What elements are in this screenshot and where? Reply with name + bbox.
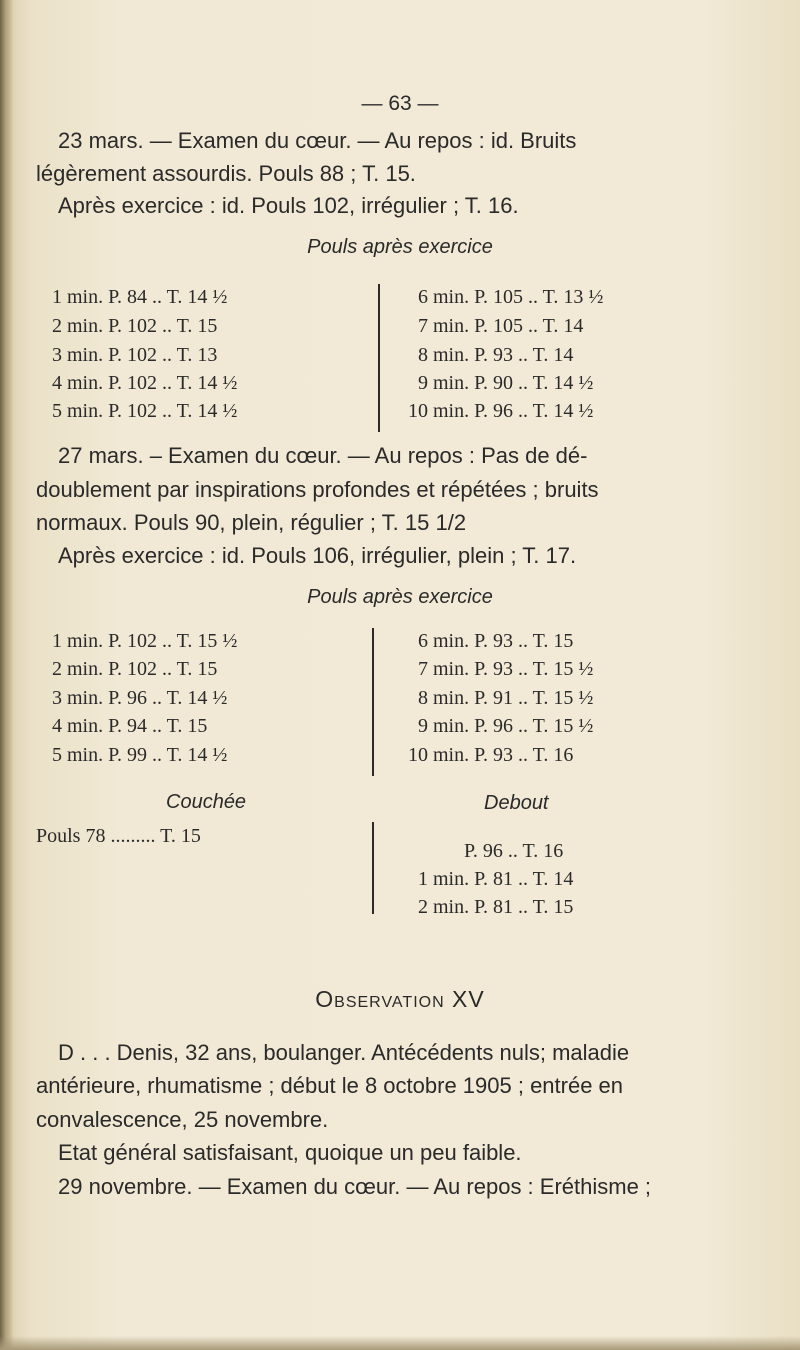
table-1-right-row: 9 min. P. 90 .. T. 14 ½ xyxy=(418,372,594,394)
entry-27-line-2: doublement par inspirations profondes et répétées ; bruits xyxy=(36,477,599,502)
table-1-left-row: 1 min. P. 84 .. T. 14 ½ xyxy=(52,286,228,308)
table-2-right-row: 8 min. P. 91 .. T. 15 ½ xyxy=(418,687,594,709)
entry-27-line-3: normaux. Pouls 90, plein, régulier ; T. 15 1/2 xyxy=(36,510,467,535)
observation-line-5: 29 novembre. — Examen du cœur. — Au repos : Eréthisme ; xyxy=(58,1174,652,1199)
table-1-title: Pouls après exercice xyxy=(307,236,493,258)
table-1-left-row: 4 min. P. 102 .. T. 14 ½ xyxy=(52,372,238,394)
page-number: — 63 — xyxy=(361,92,439,115)
observation-line-4: Etat général satisfaisant, quoique un peu faible. xyxy=(58,1140,522,1165)
debout-row: P. 96 .. T. 16 xyxy=(464,840,564,862)
table-2-left-row: 1 min. P. 102 .. T. 15 ½ xyxy=(52,630,238,652)
debout-title: Debout xyxy=(484,792,549,814)
entry-27-line-4: Après exercice : id. Pouls 106, irrégulier, plein ; T. 17. xyxy=(58,543,577,568)
table-2-right-row: 7 min. P. 93 .. T. 15 ½ xyxy=(418,658,594,680)
table-1-right-row: 6 min. P. 105 .. T. 13 ½ xyxy=(418,286,604,308)
table-1-left-row: 3 min. P. 102 .. T. 13 xyxy=(52,344,218,366)
entry-23-line-2: légèrement assourdis. Pouls 88 ; T. 15. xyxy=(36,161,416,186)
table-2-right-row: 10 min. P. 93 .. T. 16 xyxy=(408,744,574,766)
table-2-left-row: 5 min. P. 99 .. T. 14 ½ xyxy=(52,744,228,766)
table-2-right-row: 9 min. P. 96 .. T. 15 ½ xyxy=(418,715,594,737)
table-2-left-row: 2 min. P. 102 .. T. 15 xyxy=(52,658,218,680)
table-3-divider xyxy=(372,822,374,914)
observation-heading: Observation XV xyxy=(315,986,485,1012)
observation-line-1: D . . . Denis, 32 ans, boulanger. Antécédents nuls; maladie xyxy=(58,1040,630,1065)
table-1-left-row: 5 min. P. 102 .. T. 14 ½ xyxy=(52,400,238,422)
debout-row: 1 min. P. 81 .. T. 14 xyxy=(418,868,574,890)
observation-line-3: convalescence, 25 novembre. xyxy=(36,1107,329,1132)
entry-23-line-3: Après exercice : id. Pouls 102, irrégulier ; T. 16. xyxy=(58,193,519,218)
table-1-divider xyxy=(378,284,380,432)
couchee-title: Couchée xyxy=(166,791,247,813)
table-1-right-row: 10 min. P. 96 .. T. 14 ½ xyxy=(408,400,594,422)
debout-row: 2 min. P. 81 .. T. 15 xyxy=(418,896,574,918)
table-2-title: Pouls après exercice xyxy=(307,586,493,608)
table-2-left-row: 4 min. P. 94 .. T. 15 xyxy=(52,715,208,737)
table-2-left-row: 3 min. P. 96 .. T. 14 ½ xyxy=(52,687,228,709)
entry-23-line-1: 23 mars. — Examen du cœur. — Au repos : id. Bruits xyxy=(58,128,577,153)
table-2-divider xyxy=(372,628,374,776)
observation-line-2: antérieure, rhumatisme ; début le 8 octobre 1905 ; entrée en xyxy=(36,1073,624,1098)
couchee-row: Pouls 78 ......... T. 15 xyxy=(36,825,201,847)
entry-27-line-1: 27 mars. – Examen du cœur. — Au repos : Pas de dé- xyxy=(58,443,588,468)
table-1-right-row: 8 min. P. 93 .. T. 14 xyxy=(418,344,574,366)
table-1-right-row: 7 min. P. 105 .. T. 14 xyxy=(418,315,584,337)
table-2-right-row: 6 min. P. 93 .. T. 15 xyxy=(418,630,574,652)
table-1-left-row: 2 min. P. 102 .. T. 15 xyxy=(52,315,218,337)
